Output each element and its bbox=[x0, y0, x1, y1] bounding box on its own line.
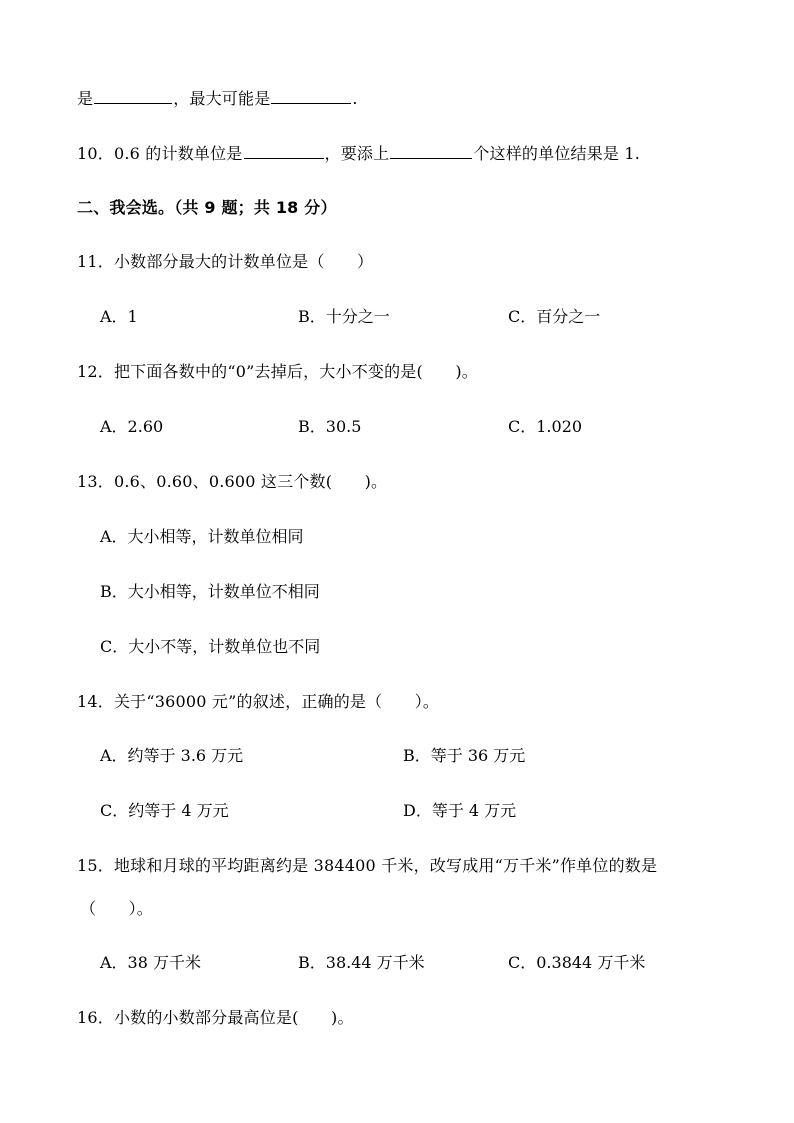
q9-text-1: 是 bbox=[77, 89, 94, 108]
question-15-option-c[interactable]: C．0.3844 万千米 bbox=[508, 953, 646, 972]
question-15-option-a[interactable]: A．38 万千米 bbox=[100, 953, 202, 972]
question-11-option-b[interactable]: B．十分之一 bbox=[298, 307, 390, 326]
answer-blank[interactable] bbox=[390, 143, 472, 159]
question-12-option-c[interactable]: C．1.020 bbox=[508, 417, 583, 436]
q9-text-3: . bbox=[352, 89, 358, 108]
answer-blank[interactable] bbox=[271, 88, 351, 104]
q9-text-2: ，最大可能是 bbox=[173, 89, 271, 108]
question-10 bbox=[77, 143, 640, 164]
q10-text-2: ，要添上 bbox=[324, 144, 390, 163]
question-11-option-a[interactable]: A．1 bbox=[100, 307, 138, 326]
question-12-option-b[interactable]: B．30.5 bbox=[298, 417, 362, 436]
q9-continuation bbox=[77, 88, 358, 109]
question-14-stem: 14．关于“36000 元”的叙述，正确的是（ ）。 bbox=[77, 692, 440, 711]
question-13-option-b[interactable]: B．大小相等，计数单位不相同 bbox=[100, 582, 320, 601]
answer-blank[interactable] bbox=[94, 88, 172, 104]
question-15-option-b[interactable]: B．38.44 万千米 bbox=[298, 953, 425, 972]
question-11-option-c[interactable]: C．百分之一 bbox=[508, 307, 601, 326]
question-14-option-d[interactable]: D．等于 4 万元 bbox=[403, 801, 517, 820]
question-13-option-c[interactable]: C．大小不等，计数单位也不同 bbox=[100, 637, 321, 656]
section-heading: 二、我会选。（共 9 题；共 18 分） bbox=[77, 198, 337, 217]
question-13-option-a[interactable]: A．大小相等，计数单位相同 bbox=[100, 527, 304, 546]
question-15-stem: 15．地球和月球的平均距离约是 384400 千米，改写成用“万千米”作单位的数是 bbox=[77, 856, 658, 875]
question-15-stem-continued: （ ）。 bbox=[80, 899, 154, 918]
q10-text-1: 10．0.6 的计数单位是 bbox=[77, 144, 243, 163]
answer-blank[interactable] bbox=[244, 143, 324, 159]
q10-text-3: 个这样的单位结果是 1. bbox=[473, 144, 641, 163]
question-14-option-b[interactable]: B．等于 36 万元 bbox=[403, 746, 526, 765]
question-14-option-c[interactable]: C．约等于 4 万元 bbox=[100, 801, 229, 820]
question-13-stem: 13．0.6、0.60、0.600 这三个数( )。 bbox=[77, 472, 388, 491]
question-12-option-a[interactable]: A．2.60 bbox=[100, 417, 164, 436]
question-11-stem: 11．小数部分最大的计数单位是（ ） bbox=[77, 252, 374, 271]
question-12-stem: 12．把下面各数中的“0”去掉后，大小不变的是( )。 bbox=[77, 362, 478, 381]
question-16-stem: 16．小数的小数部分最高位是( )。 bbox=[77, 1008, 354, 1027]
question-14-option-a[interactable]: A．约等于 3.6 万元 bbox=[100, 746, 244, 765]
